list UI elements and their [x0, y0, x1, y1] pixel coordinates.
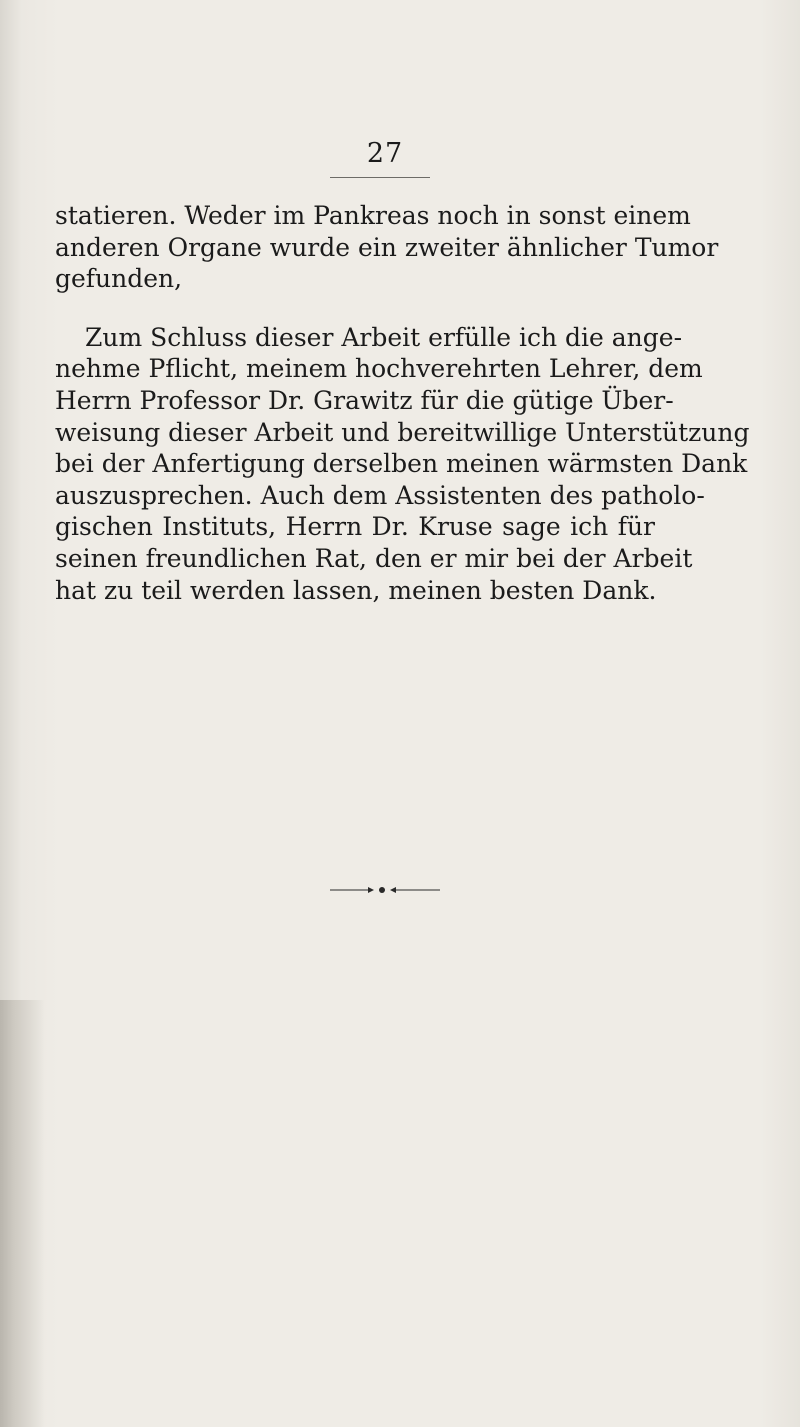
text-line: seinen freundlichen Rat, den er mir bei der Arbeit	[55, 543, 693, 573]
text-line: hat zu teil werden lassen, meinen besten Dank.	[55, 575, 657, 605]
page-number-rule	[330, 177, 430, 178]
page-number: 27	[366, 138, 404, 169]
text-line: anderen Organe wurde ein zweiter ähnlicher Tumor	[55, 232, 719, 262]
text-line: weisung dieser Arbeit und bereitwillige Unterstützung	[55, 417, 750, 447]
text-line: bei der Anfertigung derselben meinen wärmsten Dank	[55, 449, 748, 479]
text-line: nehme Pflicht, meinem hochverehrten Lehrer, dem	[55, 354, 703, 384]
paragraph-1	[55, 200, 719, 295]
text-line: auszusprechen. Auch dem Assistenten des patholo-	[55, 480, 705, 510]
text-line: Zum Schluss dieser Arbeit erfülle ich die ange-	[85, 322, 683, 352]
body-text	[55, 200, 750, 606]
page-shadow	[0, 1000, 45, 1427]
text-line: gischen Instituts, Herrn Dr. Kruse sage ich für	[55, 512, 655, 542]
text-line: Herrn Professor Dr. Grawitz für die gütige Über-	[55, 385, 674, 415]
paragraph-gap	[55, 295, 655, 322]
text-line: statieren. Weder im Pankreas noch in sonst einem	[55, 201, 691, 230]
paragraph-2	[55, 322, 750, 606]
text-line: gefunden,	[55, 264, 183, 294]
closing-ornament-icon	[330, 883, 440, 897]
